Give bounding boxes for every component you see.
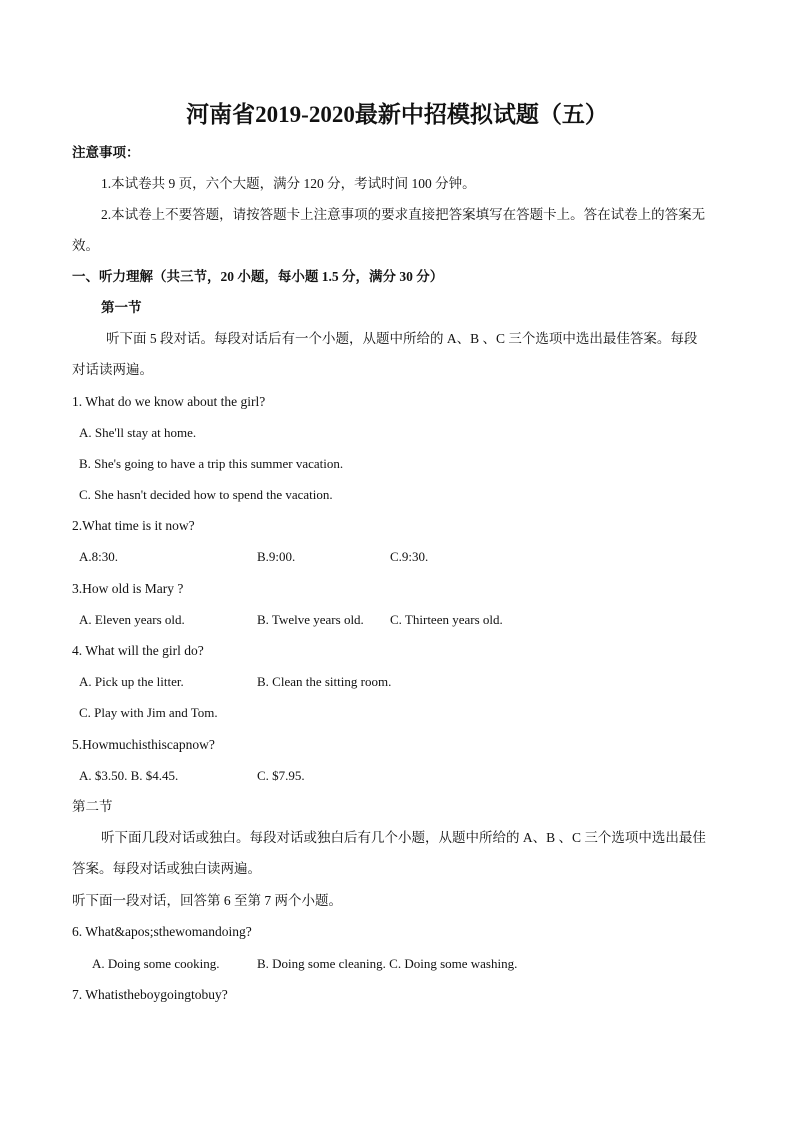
part-2-sub-instruction: 听下面一段对话，回答第 6 至第 7 两个小题。 [72, 893, 342, 908]
notice-item-1: 1.本试卷共 9 页，六个大题，满分 120 分，考试时间 100 分钟。 [101, 176, 476, 191]
question-1-stem: 1. What do we know about the girl? [72, 394, 266, 409]
question-4-option-c: C. Play with Jim and Tom. [79, 705, 218, 720]
question-6-option-bc: B. Doing some cleaning. C. Doing some washing. [257, 956, 518, 971]
part-1-instruction-line-2: 对话读两遍。 [72, 362, 153, 377]
question-6-stem: 6. What&apos;sthewomandoing? [72, 924, 252, 939]
question-1-option-a: A. She'll stay at home. [79, 425, 197, 440]
part-2-instruction-line-2: 答案。每段对话或独白读两遍。 [72, 861, 261, 876]
question-2-stem: 2.What time is it now? [72, 518, 195, 533]
question-2-option-c: C.9:30. [390, 549, 429, 564]
question-4-stem: 4. What will the girl do? [72, 643, 204, 658]
part-1-label: 第一节 [101, 300, 142, 315]
question-3-option-a: A. Eleven years old. [79, 612, 185, 627]
part-1-instruction-line-1: 听下面 5 段对话。每段对话后有一个小题，从题中所给的 A、B 、C 三个选项中选出最佳答案。每段 [106, 331, 698, 346]
question-2-option-a: A.8:30. [79, 549, 118, 564]
part-2-label: 第二节 [72, 799, 113, 814]
question-3-option-b: B. Twelve years old. [257, 612, 364, 627]
question-4-option-a: A. Pick up the litter. [79, 674, 184, 689]
question-1-option-c: C. She hasn't decided how to spend the vacation. [79, 487, 333, 502]
notice-heading: 注意事项： [72, 145, 140, 160]
question-3-option-c: C. Thirteen years old. [390, 612, 503, 627]
notice-item-2-line-1: 2.本试卷上不要答题，请按答题卡上注意事项的要求直接把答案填写在答题卡上。答在试卷上的答案无 [101, 207, 706, 222]
page-title: 河南省2019-2020最新中招模拟试题（五） [186, 102, 608, 127]
question-3-stem: 3.How old is Mary ? [72, 581, 184, 596]
question-5-option-ab: A. $3.50. B. $4.45. [79, 768, 179, 783]
part-2-instruction-line-1: 听下面几段对话或独白。每段对话或独白后有几个小题，从题中所给的 A、B 、C 三个选项中选出最佳 [101, 830, 706, 845]
question-5-stem: 5.Howmuchisthiscapnow? [72, 737, 215, 752]
notice-item-2-line-2: 效。 [72, 238, 99, 253]
question-1-option-b: B. She's going to have a trip this summer vacation. [79, 456, 344, 471]
section-1-heading: 一、听力理解（共三节，20 小题，每小题 1.5 分，满分 30 分） [72, 269, 444, 284]
question-6-option-a: A. Doing some cooking. [92, 956, 220, 971]
question-4-option-b: B. Clean the sitting room. [257, 674, 392, 689]
question-5-option-c: C. $7.95. [257, 768, 305, 783]
question-2-option-b: B.9:00. [257, 549, 296, 564]
question-7-stem: 7. Whatistheboygoingtobuy? [72, 987, 228, 1002]
